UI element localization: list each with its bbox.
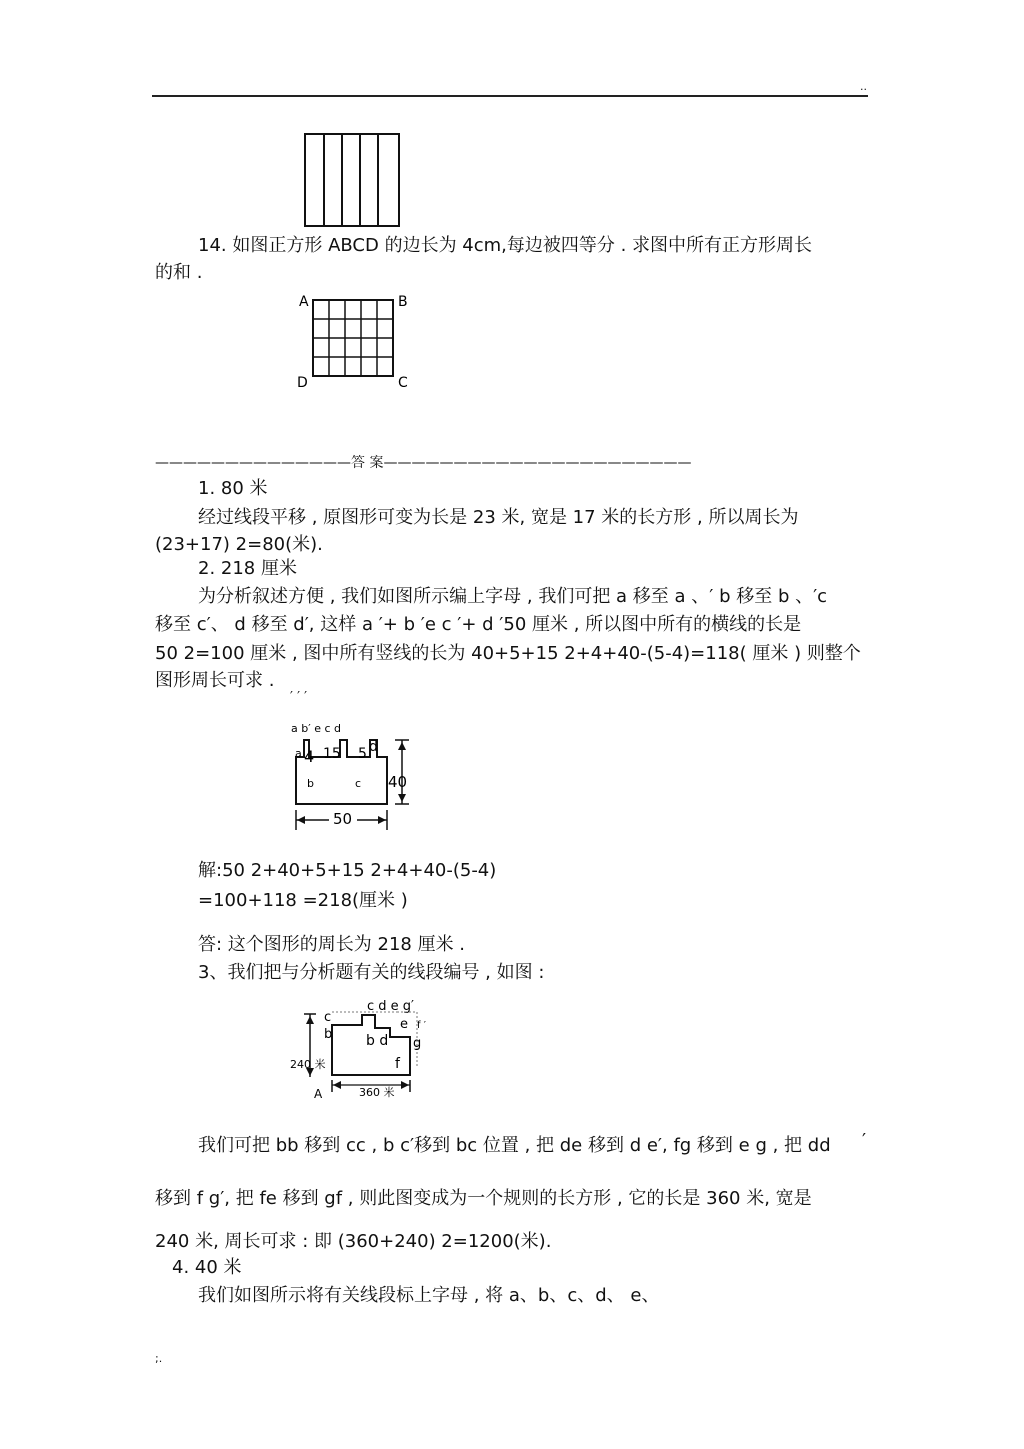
- header-dots: ..: [860, 80, 867, 93]
- answer2-primes: ′ ′ ′: [290, 690, 308, 705]
- fig2-n15: 15: [323, 746, 341, 762]
- answer3-text3: 240 米, 周长可求 : 即 (360+240) 2=1200(米).: [155, 1231, 552, 1252]
- answer3-text1: 我们可把 bb 移到 cc , b c′移到 bc 位置 , 把 de 移到 d e′, fg 移到 e g , 把 dd: [198, 1135, 831, 1156]
- header-rule: [152, 95, 868, 97]
- answer2-conclusion: 答: 这个图形的周长为 218 厘米 .: [198, 934, 466, 955]
- answer2-title: 2. 218 厘米: [198, 558, 297, 579]
- label-a: A: [299, 294, 309, 310]
- fig2-b: b: [307, 777, 314, 790]
- q14-line1: 14. 如图正方形 ABCD 的边长为 4cm,每边被四等分 . 求图中所有正方形周长: [198, 235, 813, 256]
- figure3-shape: [287, 992, 447, 1102]
- fig3-bd: b d: [366, 1033, 389, 1049]
- answer3-title: 3、我们把与分析题有关的线段编号 , 如图 :: [198, 962, 545, 983]
- fig3-width: 360 米: [359, 1086, 395, 1099]
- answer1-title: 1. 80 米: [198, 478, 268, 499]
- answer3-prime: ′: [862, 1130, 867, 1151]
- fig2-c: c: [355, 777, 362, 790]
- answer1-text1: 经过线段平移 , 原图形可变为长是 23 米, 宽是 17 米的长方形 , 所以周长为: [198, 507, 799, 528]
- fig3-f: f: [395, 1056, 400, 1072]
- answer2-text4: 图形周长可求 .: [155, 670, 275, 691]
- fig3-g: g: [413, 1036, 422, 1051]
- fig3-f1: f ′: [417, 1020, 426, 1031]
- footer-dots: ;.: [155, 1352, 163, 1365]
- abcd-grid-figure: [295, 292, 415, 392]
- fig3-c: c: [324, 1010, 332, 1025]
- fig2-top-labels: a b′ e c d: [291, 722, 342, 735]
- fig3-e: e: [400, 1017, 408, 1032]
- fig2-a: a: [295, 747, 302, 760]
- fig2-d: d: [369, 739, 378, 755]
- answer4-title: 4. 40 米: [172, 1257, 242, 1278]
- answer2-text3: 50 2=100 厘米 , 图中所有竖线的长为 40+5+15 2+4+40-(5-4)=118( 厘米 ) 则整个: [155, 643, 861, 664]
- answer2-solution1: 解:50 2+40+5+15 2+4+40-(5-4): [198, 860, 497, 881]
- answer2-text2: 移至 c′、 d 移至 d′, 这样 a ′+ b ′e c ′+ d ′50 厘米 , 所以图中所有的横线的长是: [155, 614, 802, 635]
- answer4-text1: 我们如图所示将有关线段标上字母 , 将 a、b、c、d、 e、: [198, 1285, 660, 1306]
- fig2-n4: 4: [304, 747, 315, 766]
- strips-figure: [304, 133, 400, 227]
- q14-line2: 的和 .: [155, 262, 203, 283]
- label-c: C: [398, 375, 408, 391]
- answer2-solution2: =100+118 =218(厘米 ): [198, 890, 408, 911]
- answers-divider: ——————————————答 案——————————————————————: [155, 455, 692, 471]
- fig2-n40: 40: [388, 773, 408, 791]
- fig2-n5: 5: [358, 746, 367, 762]
- label-d: D: [297, 375, 308, 391]
- label-b: B: [398, 294, 408, 310]
- answer1-text2: (23+17) 2=80(米).: [155, 534, 323, 555]
- answer3-text2: 移到 f g′, 把 fe 移到 gf , 则此图变成为一个规则的长方形 , 它的长是 360 米, 宽是: [155, 1188, 812, 1209]
- figure2-shape: [287, 712, 427, 842]
- fig3-A: A: [314, 1087, 323, 1101]
- fig3-b: b: [324, 1027, 333, 1042]
- fig3-top: c d e g′: [367, 999, 414, 1014]
- fig2-n50: 50: [333, 810, 353, 828]
- fig3-height: 240 米: [290, 1058, 326, 1071]
- answer2-text1: 为分析叙述方便 , 我们如图所示编上字母 , 我们可把 a 移至 a 、′ b 移至 b 、′c: [198, 586, 828, 607]
